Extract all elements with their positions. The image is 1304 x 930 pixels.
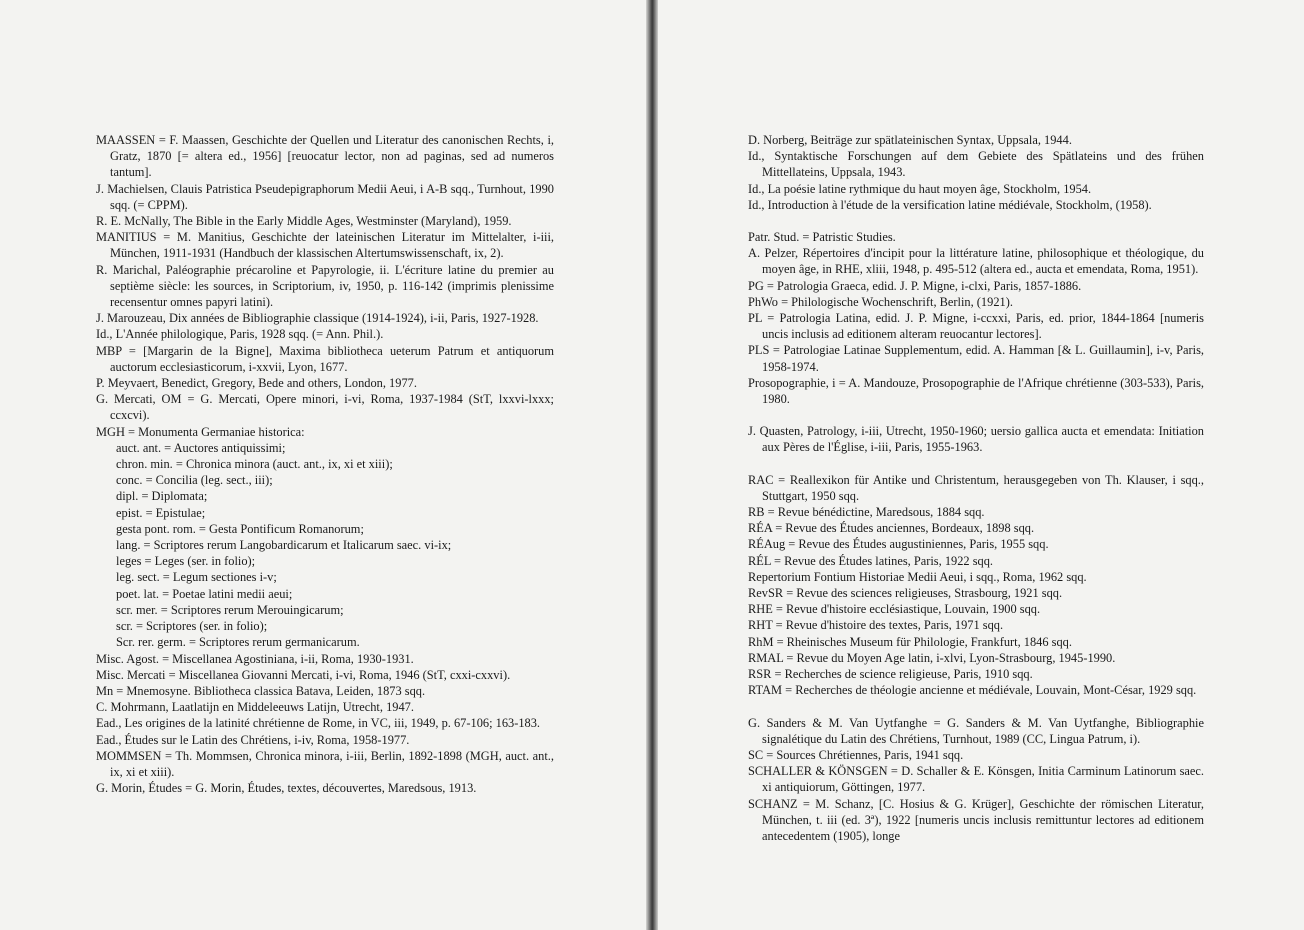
right-block-q: [748, 423, 1204, 455]
bibliography-entry: Id., La poésie latine rythmique du haut moyen âge, Stockholm, 1954.: [748, 181, 1092, 196]
bibliography-entry: Ead., Études sur le Latin des Chrétiens, i-iv, Roma, 1958-1977.: [96, 732, 410, 747]
right-block-s: [748, 715, 1204, 845]
bibliography-entry: Mn = Mnemosyne. Bibliotheca classica Batava, Leiden, 1873 sqq.: [96, 683, 426, 698]
bibliography-entry: RevSR = Revue des sciences religieuses, Strasbourg, 1921 sqq.: [748, 586, 1063, 601]
right-block-norberg: [748, 132, 1204, 213]
bibliography-entry: Prosopographie, i = A. Mandouze, Prosopographie de l'Afrique chrétienne (303-533), Paris, 1980.: [748, 375, 1204, 407]
mgh-abbreviation: Scr. rer. germ. = Scriptores rerum germanicarum.: [116, 635, 360, 650]
mgh-abbreviation: lang. = Scriptores rerum Langobardicarum et Italicarum saec. vi-ix;: [116, 538, 452, 553]
bibliography-entry: G. Morin, Études = G. Morin, Études, textes, découvertes, Maredsous, 1913.: [96, 781, 477, 796]
bibliography-entry: RhM = Rheinisches Museum für Philologie, Frankfurt, 1846 sqq.: [748, 634, 1072, 649]
right-block-r: [748, 472, 1204, 699]
bibliography-entry: RHT = Revue d'histoire des textes, Paris, 1971 sqq.: [748, 618, 1004, 633]
bibliography-entry: PG = Patrologia Graeca, edid. J. P. Migne, i-clxi, Paris, 1857-1886.: [748, 278, 1082, 293]
bibliography-entry: Id., Syntaktische Forschungen auf dem Gebiete des Spätlateins und des frühen Mittellateins, Uppsala, 1943.: [748, 149, 1204, 180]
mgh-abbreviation: scr. = Scriptores (ser. in folio);: [116, 619, 268, 634]
book-gutter: [646, 0, 658, 930]
bibliography-entry: G. Mercati, OM = G. Mercati, Opere minori, i-vi, Roma, 1937-1984 (StT, lxxvi-lxxx; ccxcvi).: [96, 392, 554, 423]
mgh-abbreviation: conc. = Concilia (leg. sect., iii);: [116, 473, 273, 488]
bibliography-entry: J. Machielsen, Clauis Patristica Pseudepigraphorum Medii Aeui, i A-B sqq., Turnhout, 1990 sqq. (= CPPM).: [96, 181, 554, 212]
mgh-abbreviation: auct. ant. = Auctores antiquissimi;: [116, 440, 286, 455]
bibliography-entry: RAC = Reallexikon für Antike und Christentum, herausgegeben von Th. Klauser, i sqq., Stuttgart, 1950 sqq.: [748, 472, 1204, 503]
bibliography-entry: R. E. McNally, The Bible in the Early Middle Ages, Westminster (Maryland), 1959.: [96, 214, 512, 229]
bibliography-entry: RÉL = Revue des Études latines, Paris, 1922 sqq.: [748, 553, 994, 568]
bibliography-entry: C. Mohrmann, Laatlatijn en Middeleeuws Latijn, Utrecht, 1947.: [96, 700, 414, 715]
left-entries-after: [96, 651, 554, 797]
bibliography-entry: MBP = [Margarin de la Bigne], Maxima bibliotheca ueterum Patrum et antiquorum auctorum ecclesiasticorum, i-xxvii, Lyon, 1677.: [96, 343, 554, 374]
bibliography-entry: RSR = Recherches de science religieuse, Paris, 1910 sqq.: [748, 667, 1033, 682]
left-column: [96, 132, 554, 796]
bibliography-entry: MOMMSEN = Th. Mommsen, Chronica minora, i-iii, Berlin, 1892-1898 (MGH, auct. ant., ix, xi et xiii).: [96, 748, 554, 779]
right-page: [658, 0, 1304, 930]
bibliography-entry: Repertorium Fontium Historiae Medii Aeui, i sqq., Roma, 1962 sqq.: [748, 569, 1087, 584]
bibliography-entry: PhWo = Philologische Wochenschrift, Berlin, (1921).: [748, 294, 1013, 309]
mgh-abbreviation: scr. mer. = Scriptores rerum Merouingicarum;: [116, 602, 344, 617]
bibliography-entry: D. Norberg, Beiträge zur spätlateinischen Syntax, Uppsala, 1944.: [748, 133, 1072, 147]
right-block-p: [748, 229, 1204, 407]
bibliography-entry: Id., Introduction à l'étude de la versification latine médiévale, Stockholm, (1958).: [748, 197, 1152, 212]
bibliography-entry: RTAM = Recherches de théologie ancienne et médiévale, Louvain, Mont-César, 1929 sqq.: [748, 683, 1197, 698]
bibliography-entry: MANITIUS = M. Manitius, Geschichte der lateinischen Literatur im Mittelalter, i-iii, München, 1911-1931 (Handbuch der klassischen Altertumswissenschaft, ix, 2).: [96, 230, 554, 261]
bibliography-entry: J. Marouzeau, Dix années de Bibliographie classique (1914-1924), i-ii, Paris, 1927-1928.: [96, 311, 539, 326]
bibliography-entry: RÉAug = Revue des Études augustiniennes, Paris, 1955 sqq.: [748, 537, 1049, 552]
bibliography-entry: MGH = Monumenta Germaniae historica:: [96, 424, 305, 439]
bibliography-entry: SC = Sources Chrétiennes, Paris, 1941 sqq.: [748, 747, 964, 762]
bibliography-entry: Misc. Mercati = Miscellanea Giovanni Mercati, i-vi, Roma, 1946 (StT, cxxi-cxxvi).: [96, 667, 511, 682]
bibliography-entry: G. Sanders & M. Van Uytfanghe = G. Sanders & M. Van Uytfanghe, Bibliographie signalétique du Latin des Chrétiens, Turnhout, 1989 (CC, Lingua Patrum, i).: [748, 715, 1204, 746]
left-entries: [96, 132, 554, 440]
mgh-abbreviation: dipl. = Diplomata;: [116, 489, 208, 504]
mgh-abbreviation: leg. sect. = Legum sectiones i-v;: [116, 570, 277, 585]
bibliography-entry: RHE = Revue d'histoire ecclésiastique, Louvain, 1900 sqq.: [748, 602, 1041, 617]
mgh-sub-list: [96, 440, 554, 651]
bibliography-entry: SCHANZ = M. Schanz, [C. Hosius & G. Krüger], Geschichte der römischen Literatur, München, t. iii (ed. 3ª), 1922 [numeris uncis inclusis remittuntur lectores ad editionem antecedentem (1905), longe: [748, 796, 1204, 843]
bibliography-entry: RB = Revue bénédictine, Maredsous, 1884 sqq.: [748, 505, 985, 520]
bibliography-entry: Id., L'Année philologique, Paris, 1928 sqq. (= Ann. Phil.).: [96, 327, 384, 342]
bibliography-entry: SCHALLER & KÖNSGEN = D. Schaller & E. Könsgen, Initia Carminum Latinorum saec. xi antiquiorum, Göttingen, 1977.: [748, 764, 1204, 795]
bibliography-entry: A. Pelzer, Répertoires d'incipit pour la littérature latine, philosophique et théologique, du moyen âge, in RHE, xliii, 1948, p. 495-512 (altera ed., aucta et emendata, Roma, 1951).: [748, 246, 1204, 277]
bibliography-entry: R. Marichal, Paléographie précaroline et Papyrologie, ii. L'écriture latine du premier au septième siècle: les sources, in Scriptorium, iv, 1950, p. 116-142 (imprimis plenissime recensentur omnes papyri latini).: [96, 262, 554, 310]
bibliography-entry: PLS = Patrologiae Latinae Supplementum, edid. A. Hamman [& L. Guillaumin], i-v, Paris, 1958-1974.: [748, 343, 1204, 374]
right-column: [748, 132, 1204, 844]
bibliography-entry: P. Meyvaert, Benedict, Gregory, Bede and others, London, 1977.: [96, 376, 417, 391]
bibliography-entry: J. Quasten, Patrology, i-iii, Utrecht, 1950-1960; uersio gallica aucta et emendata: Initiation aux Pères de l'Église, i-iii, Paris, 1955-1963.: [748, 424, 1204, 455]
bibliography-entry: Patr. Stud. = Patristic Studies.: [748, 230, 896, 245]
mgh-abbreviation: leges = Leges (ser. in folio);: [116, 554, 256, 569]
left-page: [0, 0, 646, 930]
mgh-abbreviation: epist. = Epistulae;: [116, 505, 206, 520]
bibliography-entry: Misc. Agost. = Miscellanea Agostiniana, i-ii, Roma, 1930-1931.: [96, 651, 414, 666]
mgh-abbreviation: gesta pont. rom. = Gesta Pontificum Romanorum;: [116, 521, 364, 536]
mgh-abbreviation: chron. min. = Chronica minora (auct. ant., ix, xi et xiii);: [116, 457, 393, 472]
bibliography-entry: PL = Patrologia Latina, edid. J. P. Migne, i-ccxxi, Paris, ed. prior, 1844-1864 [numeris uncis inclusis ad editionem alteram reuocantur lectores].: [748, 311, 1204, 342]
bibliography-entry: RMAL = Revue du Moyen Age latin, i-xlvi, Lyon-Strasbourg, 1945-1990.: [748, 650, 1116, 665]
mgh-abbreviation: poet. lat. = Poetae latini medii aeui;: [116, 586, 293, 601]
bibliography-entry: RÉA = Revue des Études anciennes, Bordeaux, 1898 sqq.: [748, 521, 1035, 536]
bibliography-entry: MAASSEN = F. Maassen, Geschichte der Quellen und Literatur des canonischen Rechts, i, Gratz, 1870 [= altera ed., 1956] [reuocatur lector, non ad paginas, sed ad numeros tantum].: [96, 133, 554, 180]
bibliography-entry: Ead., Les origines de la latinité chrétienne de Rome, in VC, iii, 1949, p. 67-106; 163-183.: [96, 716, 541, 731]
